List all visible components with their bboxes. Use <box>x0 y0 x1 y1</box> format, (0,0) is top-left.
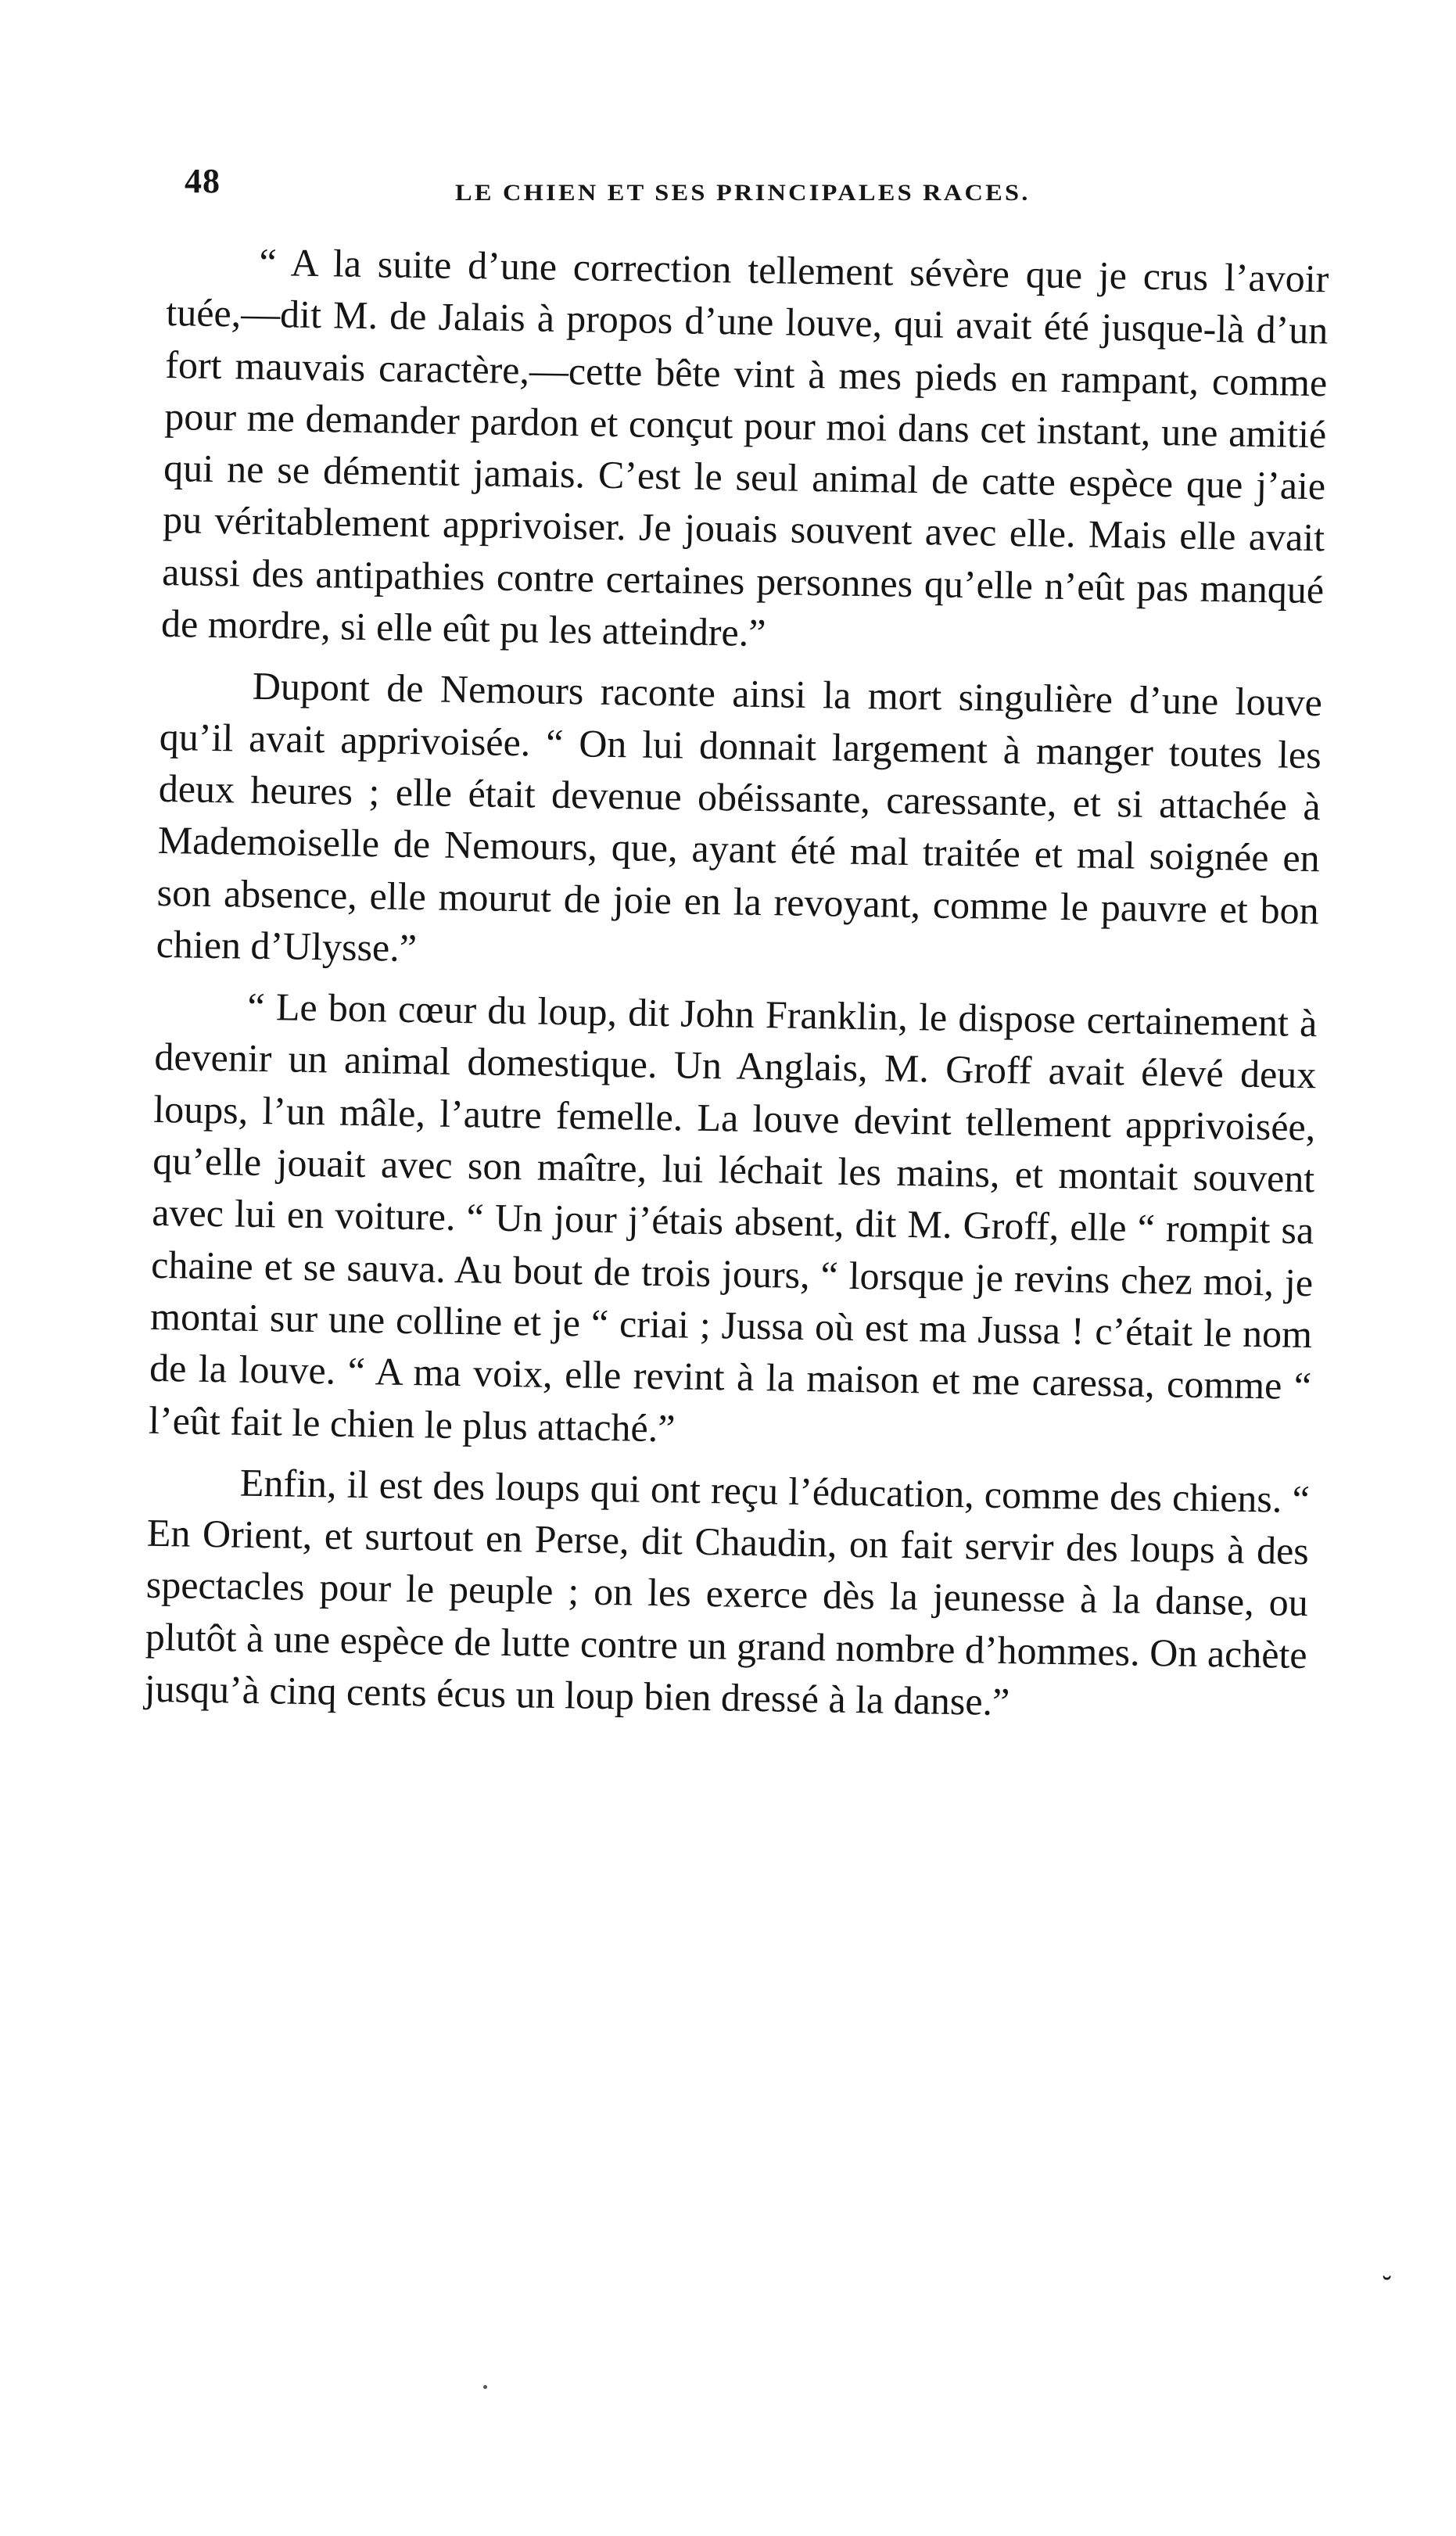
paragraph-chaudin-quote: Enfin, il est des loups qui ont reçu l’éducation, comme des chiens. “ En Orient, et surtout en Perse, dit Chaudin, on fait servir des loups à des spectacles pour le peuple ; on les exerce dès la jeunesse à la danse, ou plutôt à une espèce de lutte contre un grand nombre d’hommes. On achète jusqu’à cinq cents écus un loup bien dressé à la danse.” <box>144 1460 1311 1724</box>
paragraph-franklin-quote: “ Le bon cœur du loup, dit John Franklin, le dispose certainement à devenir un animal domestique. Un Anglais, M. Groff avait élevé deux loups, l’un mâle, l’autre femelle. La louve devint tellement apprivoisée, qu’elle jouait avec son maître, lui léchait les mains, et montait souvent avec lui en voiture. “ Un jour j’étais absent, dit M. Groff, elle “ rompit sa chaine et se sauva. Au bout de trois jours, “ lorsque je revins chez moi, je montai sur une colline et je “ criai ; Jussa où est ma Jussa ! c’était le nom de la louve. “ A ma voix, elle revint à la maison et me caressa, comme “ l’eût fait le chien le plus attaché.” <box>148 984 1318 1450</box>
ink-speck <box>483 2385 487 2389</box>
running-title: LE CHIEN ET SES PRINCIPALES RACES. <box>455 180 1031 206</box>
page-number: 48 <box>185 162 221 200</box>
marginal-mark: ˘ <box>1382 2272 1392 2301</box>
paragraph-dupont-de-nemours: Dupont de Nemours raconte ainsi la mort singulière d’une louve qu’il avait apprivoisée. “ On lui donnait largement à manger toutes les deux heures ; elle était devenue obéissante, caressante, et si attachée à Mademoiselle de Nemours, que, ayant été mal traitée et mal soignée en son absence, elle mourut de joie en la revoyant, comme le pauvre et bon chien d’Ulysse.” <box>156 664 1323 970</box>
page-body <box>144 235 1329 1741</box>
paragraph-jalais-quote: “ A la suite d’une correction tellement sévère que je crus l’avoir tuée,—dit M. de Jalais à propos d’une louve, qui avait été jusque-là d’un fort mauvais caractère,—cette bête vint à mes pieds en rampant, comme pour me demander pardon et conçut pour moi dans cet instant, une amitié qui ne se démentit jamais. C’est le seul animal de catte espèce que j’aie pu véritablement apprivoiser. Je jouais souvent avec elle. Mais elle avait aussi des antipathies contre certaines personnes qu’elle n’eût pas manqué de mordre, si elle eût pu les atteindre.” <box>160 239 1329 655</box>
